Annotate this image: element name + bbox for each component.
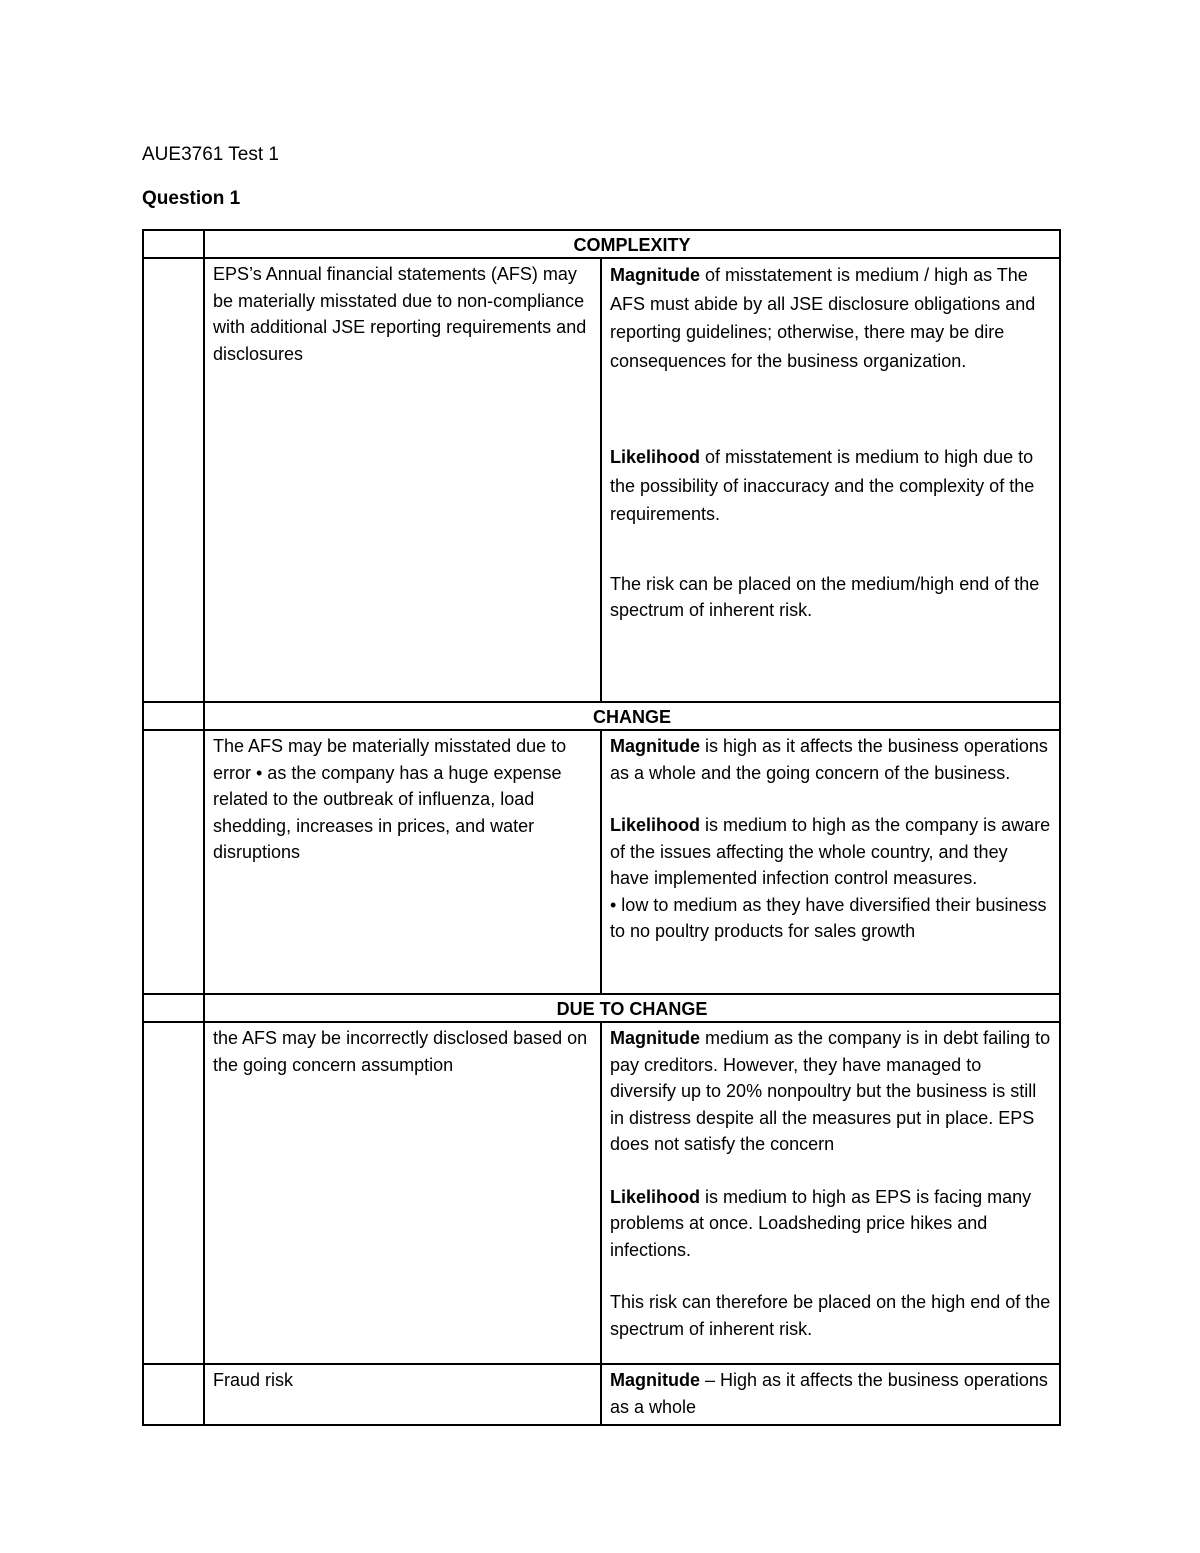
risk-description: The AFS may be materially misstated due to error • as the company has a huge expense related to the outbreak of influenza, load shedding, increases in prices, and water disruptions <box>213 736 567 862</box>
section-heading-change: CHANGE <box>204 702 1060 730</box>
table-row <box>143 258 1060 702</box>
likelihood-paragraph <box>610 443 1051 529</box>
section-heading-due-to-change: DUE TO CHANGE <box>204 994 1060 1022</box>
likelihood-text: is medium to high as EPS is facing many problems at once. Loadsheding price hikes and infections. <box>610 1186 1032 1260</box>
blank-cell <box>143 730 204 994</box>
risk-conclusion: The risk can be placed on the medium/high end of the spectrum of inherent risk. <box>610 573 1040 620</box>
likelihood-paragraph <box>610 1184 1051 1264</box>
blank-cell <box>143 994 204 1022</box>
magnitude-text: is high as it affects the business operations as a whole and the going concern of the business. <box>610 736 1048 783</box>
risk-description: the AFS may be incorrectly disclosed based on the going concern assumption <box>213 1028 588 1075</box>
likelihood-label: Likelihood <box>610 1186 700 1207</box>
magnitude-paragraph <box>610 1025 1051 1158</box>
likelihood-extra: • low to medium as they have diversified their business to no poultry products for sales growth <box>610 894 1047 941</box>
likelihood-text: is medium to high as the company is aware of the issues affecting the whole country, and they have implemented infection control measures. <box>610 815 1051 888</box>
magnitude-text: – High as it affects the business operations as a whole <box>610 1370 1048 1417</box>
assessment-cell <box>601 1022 1060 1364</box>
likelihood-label: Likelihood <box>610 447 700 467</box>
assessment-cell <box>601 730 1060 994</box>
risk-description-cell <box>204 730 601 994</box>
table-row <box>143 730 1060 994</box>
magnitude-label: Magnitude <box>610 265 700 285</box>
blank-cell <box>143 1022 204 1364</box>
magnitude-text: of misstatement is medium / high as The AFS must abide by all JSE disclosure obligations and reporting guidelines; otherwise, there may be dire consequences for the business organization. <box>610 265 1036 371</box>
magnitude-label: Magnitude <box>610 1370 700 1390</box>
magnitude-label: Magnitude <box>610 1028 700 1048</box>
likelihood-paragraph <box>610 812 1051 892</box>
risk-assessment-table <box>142 229 1061 1426</box>
table-row <box>143 1022 1060 1364</box>
blank-cell <box>143 230 204 258</box>
risk-description: Fraud risk <box>213 1370 294 1390</box>
question-heading: Question 1 <box>142 188 241 209</box>
risk-conclusion: This risk can therefore be placed on the high end of the spectrum of inherent risk. <box>610 1292 1051 1339</box>
blank-cell <box>143 258 204 702</box>
section-header-row <box>143 702 1060 730</box>
magnitude-text: medium as the company is in debt failing to pay creditors. However, they have managed to diversify up to 20% nonpoultry but the business is still in distress despite all the measures put in place. EPS does not satisfy the concern <box>610 1028 1051 1154</box>
blank-cell <box>143 702 204 730</box>
section-heading-complexity: COMPLEXITY <box>204 230 1060 258</box>
magnitude-paragraph <box>610 261 1051 375</box>
blank-cell <box>143 1364 204 1425</box>
table-row <box>143 1364 1060 1425</box>
magnitude-label: Magnitude <box>610 736 700 756</box>
risk-description: EPS’s Annual financial statements (AFS) may be materially misstated due to non-compliance with additional JSE reporting requirements and disclosures <box>213 264 587 364</box>
magnitude-paragraph <box>610 1367 1051 1420</box>
risk-description-cell <box>204 258 601 702</box>
magnitude-paragraph <box>610 733 1051 786</box>
section-header-row <box>143 230 1060 258</box>
likelihood-label: Likelihood <box>610 815 700 835</box>
risk-description-cell <box>204 1022 601 1364</box>
section-header-row <box>143 994 1060 1022</box>
assessment-cell <box>601 1364 1060 1425</box>
risk-description-cell <box>204 1364 601 1425</box>
assessment-cell <box>601 258 1060 702</box>
document-title: AUE3761 Test 1 <box>142 144 279 165</box>
likelihood-text: of misstatement is medium to high due to the possibility of inaccuracy and the complexity of the requirements. <box>610 447 1035 524</box>
